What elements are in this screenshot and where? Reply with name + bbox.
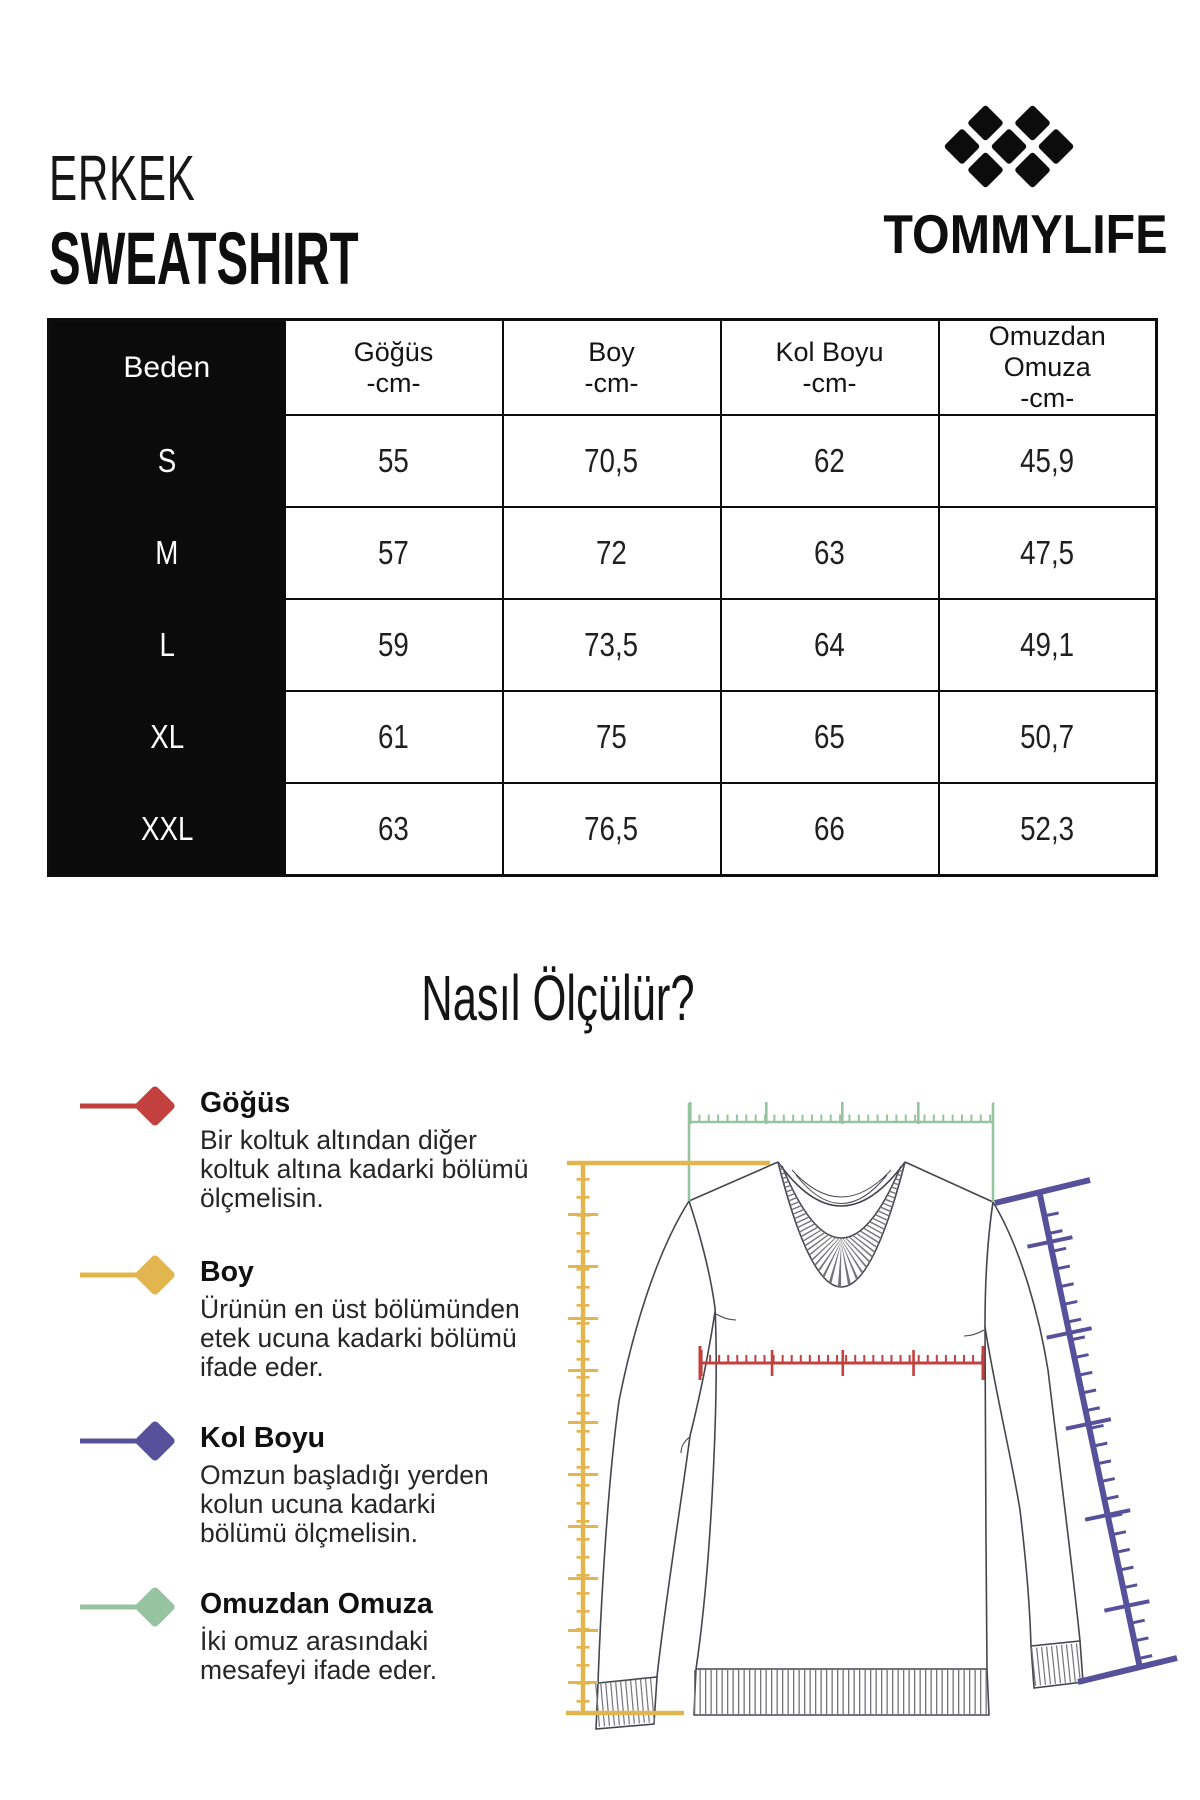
table-cell: 49,1 — [939, 599, 1157, 691]
legend-title: Kol Boyu — [200, 1422, 326, 1454]
table-row — [49, 507, 1157, 599]
legend-title: Boy — [200, 1256, 254, 1288]
diamond-cluster-icon — [943, 104, 1074, 188]
table-cell: 50,7 — [939, 691, 1157, 783]
brand-name-text: TOMMYLIFE — [883, 203, 1168, 265]
table-cell: 76,5 — [503, 783, 721, 875]
legend-item-boy: Boy Ürünün en üst bölümünden etek ucuna kadarki bölümü ifade eder. — [76, 1255, 592, 1382]
legend-item-kol-boyu: Kol Boyu Omzun başladığı yerden kolun ucuna kadarki bölümü ölçmelisin. — [76, 1421, 592, 1548]
product-title-text: SWEATSHIRT — [49, 217, 359, 300]
sweatshirt-measurement-diagram — [540, 1090, 1200, 1790]
shoulder-ruler — [689, 1103, 994, 1202]
sweatshirt-outline — [596, 1162, 1083, 1729]
size-label: XL — [49, 691, 285, 783]
table-cell: 73,5 — [503, 599, 721, 691]
table-cell: 62 — [721, 415, 939, 507]
table-row — [49, 691, 1157, 783]
table-row — [49, 783, 1157, 875]
size-label: S — [49, 415, 285, 507]
category-title — [49, 142, 271, 214]
ribbing-texture — [597, 1164, 1082, 1705]
brand-name — [864, 203, 1168, 265]
table-cell: 45,9 — [939, 415, 1157, 507]
size-label: XXL — [49, 783, 285, 875]
table-cell: 57 — [285, 507, 503, 599]
table-cell: 55 — [285, 415, 503, 507]
length-marker-icon — [76, 1243, 180, 1307]
category-title-text: ERKEK — [49, 142, 196, 214]
size-table — [47, 318, 1158, 877]
size-label: M — [49, 507, 285, 599]
table-row — [49, 599, 1157, 691]
chest-ruler — [700, 1346, 984, 1380]
table-cell: 52,3 — [939, 783, 1157, 875]
size-label: L — [49, 599, 285, 691]
table-cell: 72 — [503, 507, 721, 599]
brand-logo-icon — [943, 104, 1075, 189]
table-cell: 63 — [721, 507, 939, 599]
shoulder-marker-icon — [76, 1575, 180, 1639]
chest-marker-icon — [76, 1074, 180, 1138]
table-row — [49, 415, 1157, 507]
legend-title: Göğüs — [200, 1087, 291, 1119]
table-cell: 47,5 — [939, 507, 1157, 599]
table-cell: 65 — [721, 691, 939, 783]
table-header-row — [49, 320, 1157, 416]
table-cell: 61 — [285, 691, 503, 783]
table-cell: 66 — [721, 783, 939, 875]
table-cell: 59 — [285, 599, 503, 691]
column-header-omuzdan-omuza: Omuzdan Omuza -cm- — [939, 320, 1157, 416]
table-cell: 70,5 — [503, 415, 721, 507]
table-cell: 63 — [285, 783, 503, 875]
legend-item-gogus: Göğüs Bir koltuk altından diğer koltuk altına kadarki bölümü ölçmelisin. — [76, 1086, 592, 1213]
column-header-gogus: Göğüs -cm- — [285, 320, 503, 416]
legend-title: Omuzdan Omuza — [200, 1588, 433, 1620]
product-title — [49, 217, 533, 300]
length-ruler — [566, 1163, 770, 1713]
column-header-kol-boyu: Kol Boyu -cm- — [721, 320, 939, 416]
sleeve-ruler — [995, 1180, 1177, 1682]
section-title: Nasıl Ölçülür? — [421, 962, 695, 1034]
column-header-beden: Beden — [49, 320, 285, 416]
table-cell: 75 — [503, 691, 721, 783]
table-cell: 64 — [721, 599, 939, 691]
legend-item-omuzdan-omuza: Omuzdan Omuza İki omuz arasındaki mesafeyi ifade eder. — [76, 1587, 592, 1685]
column-header-boy: Boy -cm- — [503, 320, 721, 416]
sleeve-marker-icon — [76, 1409, 180, 1473]
